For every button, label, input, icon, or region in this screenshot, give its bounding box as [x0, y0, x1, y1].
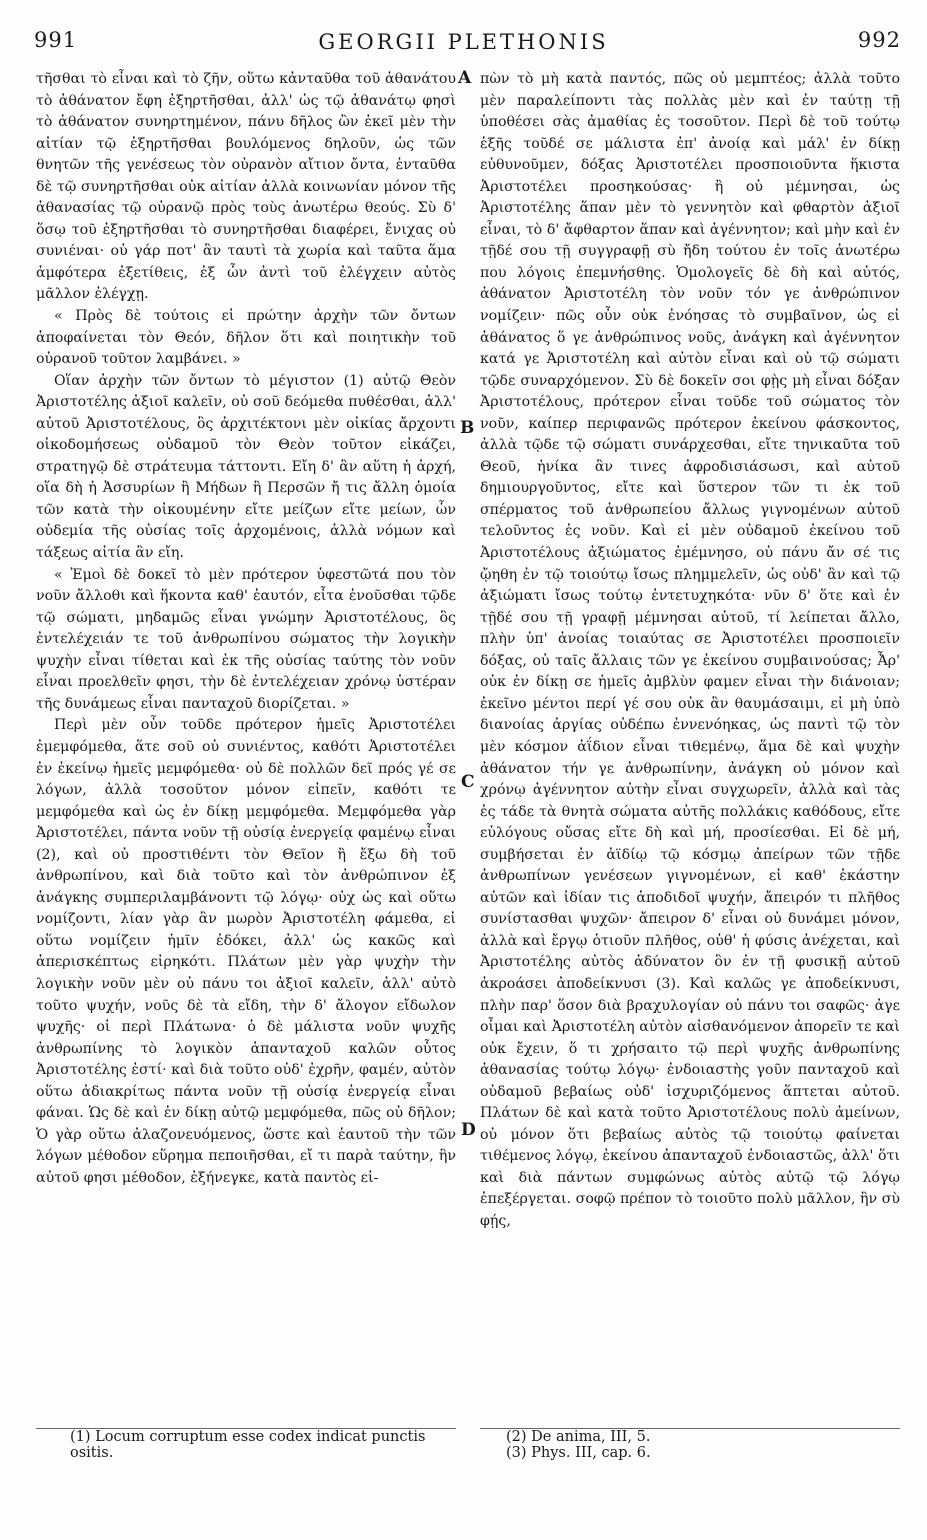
left-paragraph: « Ἐμοὶ δὲ δοκεῖ τὸ μὲν πρότερον ὑφεστῶτά που τὸν νοῦν ἄλλοθι καὶ ἥκοντα καθ' ἑαυτόν, εἶτα ἑνοῦσθαι τῷδε τῷ σώματι, μηδαμῶς εἶναι γνώμην Ἀριστοτέλους, ὃς ἐντελέχειάν τε τοῦ ἀνθρωπίνου σώματος τὴν λογικὴν ψυχὴν εἶναι τίθεται καὶ ἐκ τῆς οὐσίας ταύτης τὸν νοῦν εἶναι προελθεῖν φησι, τὴν δὲ ἐντελέχειαν χρόνῳ ὑστέραν τῆς δυνάμεως εἶναι πανταχοῦ διορίζεται. »: [36, 566, 456, 712]
left-paragraph: Οἵαν ἀρχὴν τῶν ὄντων τὸ μέγιστον (1) αὐτῷ Θεὸν Ἀριστοτέλης ἀξιοῖ καλεῖν, οὐ σοῦ δεόμεθα πυθέσθαι, ἀλλ' αὐτοῦ Ἀριστοτέλους, ὃς ἀρχιτέκτονι μὲν οἰκίας ἄρχοντι οἰκοδομήσεως οὐδαμοῦ τὸν Θεὸν τοῦτον εἰκάζει, στρατηγῷ δὲ στράτευμα τάττοντι. Εἴη δ' ἂν αὕτη ἡ ἀρχή, οἵα δὴ ἡ Ἀσσυρίων ἢ Μήδων ἢ Περσῶν ἤ τις ἄλλη ὁμοία τῶν κατὰ τὴν οἰκουμένην εἴτε μείζων εἴτε μείων, ὧν οὐδεμία τῆς οὐσίας τοῖς ἀρχομένοις, ἀλλὰ νόμων καὶ τάξεως αἰτία ἂν εἴη.: [36, 372, 456, 562]
right-paragraph: πὼν τὸ μὴ κατὰ παντός, πῶς οὐ μεμπτέος; ἀλλὰ τοῦτο μὲν παραλείποντι τὰς πολλὰς μὲν καὶ ἐν ταύτῃ τῇ ὑποθέσει σὰς ἀμαθίας ἐς τοσοῦτον. Περὶ δὲ τοῦ τούτῳ ἑξῆς τοῦδέ σε μάλιστα ἐπ' ἀνοίᾳ καὶ μάλ' ἐν δίκῃ εὐθυνοῦμεν, δόξας Ἀριστοτέλει προσποιοῦντα ἥκιστα Ἀριστοτέλει προσηκούσας· ἢ οὐ μέμνησαι, ὡς Ἀριστοτέλης ἅπαν μὲν τὸ γεννητὸν καὶ φθαρτὸν ἀξιοῖ εἶναι, τὸ δ' ἄφθαρτον ἅπαν καὶ ἀγέννητον; καὶ μὴν καὶ ἐν τῇδέ σου τῇ συγγραφῇ σὺ ἤδη τούτου ἐν τοῖς ἀνωτέρω που λόγοις ἐπεμνήσθης. Ὁμολογεῖς δὲ δὴ καὶ αὐτός, ἀθάνατον Ἀριστοτέλη τὸν νοῦν τόν γε ἀνθρώπινον νομίζειν· πῶς οὖν οὐκ ἐνόησας τὸ συμβαῖνον, ὡς εἰ ἀθάνατος ὅ γε ἀνθρώπινος νοῦς, ἀνάγκη καὶ ἀγέννητον κατά γε Ἀριστοτέλη καὶ αὐτὸν εἶναι καὶ οὐ τῷ σώματι τῷδε συναρχόμενον. Σὺ δὲ δοκεῖν σοι φῂς μὴ εἶναι δόξαν Ἀριστοτέλους, πρότερον εἶναι τοῦδε τοῦ σώματος τὸν νοῦν, καίπερ περιφανῶς πρότερον ἐκείνου φάσκοντος, ἀλλὰ τῷδε τῷ σώματι συνάρχεσθαι, εἴτε τηνικαῦτα τοῦ Θεοῦ, ἡνίκα ἂν τινες ἀφροδισιάσωσι, καὶ αὐτοῦ δημιουργοῦντος, εἴτε καὶ ὕστερον τῶν τι ἐκ τοῦ σπέρματος τοῦ ἀνθρωπείου ἄλλως γιγνομένων αὐτοῦ τελοῦντος ἐς νοῦν. Καὶ εἰ μὲν οὐδαμοῦ ἐκείνου τοῦ Ἀριστοτέλους ἀξιώματος ἐμέμνησο, οὐ πάνυ ἄν σέ τις ᾤηθη ἐν τῷ τοιούτῳ ἴσως πλημμελεῖν, ὡς οὐδ' ἂν καὶ τῷ ἀξιώματι ἴσως τούτῳ ἐντετυχηκότα· νῦν δ' ὅτε καὶ ἐν τῇδέ σου τῇ γραφῇ μέμνησαι αὐτοῦ, τί λείπεται ἄλλο, πλὴν ὑπ' ἀνοίας τοιαύτας σε Ἀριστοτέλει προσποιεῖν δόξας, οὐ ταῖς ἄλλαις τῶν γε ἐκείνου συμβαινούσας; Ἆρ' οὐκ ἐν δίκῃ σε ἡμεῖς ἀμβλὺν φαμεν εἶναι τὴν διάνοιαν; ἐκεῖνο μέντοι περί γέ σου οὐκ ἂν θαυμάσαιμι, εἰ μὴ ὑπὸ διανοίας ἀργίας οὐδέπω ἐννενόηκας, ὡς παντὶ τῷ τὸν μὲν κόσμον ἀΐδιον εἶναι τιθεμένῳ, ἅμα δὲ καὶ ψυχὴν ἀθάνατον τήν γε ἀνθρωπίνην, ἀνάγκη οὐ μόνον καὶ χρόνῳ ἀγέννητον αὐτὴν εἶναι συγχωρεῖν, ἀλλὰ καὶ τὰς ἐς τάδε τὰ θνητὰ σώματα αὐτῆς πολλάκις καθόδους, εἴτε εὐλόγους οὔσας εἴτε δὴ καὶ μή, προσίεσθαι. Εἰ δὲ μή, συμβήσεται ἐν ἀϊδίῳ τῷ κόσμῳ ἀπείρων τῶν τῇδε ἀνθρωπίνων γενέσεων γιγνομένων, εἰ καθ' ἑκάστην αὐτῶν καὶ ἰδίαν τις ἀποδιδοῖ ψυχήν, ἄπειρόν τι πλῆθος συνίστασθαι ψυχῶν· ἄπειρον δ' εἶναι οὐ δυνάμει μόνον, ἀλλὰ καὶ ἔργῳ ὁτιοῦν πλῆθος, οὐθ' ἡ φύσις ἀνέχεται, καὶ Ἀριστοτέλης αὐτὸς ἀδύνατον ὂν ἐν τῇ φυσικῇ αὐτοῦ ἀκροάσει ἀποδείκνυσι (3). Καὶ καλῶς γε ἀποδείκνυσι, πλὴν παρ' ὅσον διὰ βραχυλογίαν οὐ πάνυ τοι σαφῶς· ἀγε οἶμαι καὶ Ἀριστοτέλη αὐτὸν αἰσθανόμενον ἀπορεῖν τε καὶ οὐκ ἔχειν, ὅ τι χρήσαιτο τῷ περὶ ψυχῆς ἀνθρωπίνης ἀθανασίας τούτῳ λόγῳ· ἐνδοιαστὴς γοῦν πανταχοῦ καὶ οὐδαμοῦ βεβαίως οὐδ' ἰσχυριζόμενος ἅπτεται αὐτοῦ. Πλάτων δὲ καὶ κατὰ τοῦτο Ἀριστοτέλους πολὺ ἀμείνων, οὐ μόνον ὅτι βεβαίως αὐτὸς τῷ τοιούτῳ φαίνεται τιθέμενος λόγῳ, ἐκείνου ἁπανταχοῦ ἐνδοιαστῶς, ἀλλ' ὅτι καὶ διὰ πάντων συμφώνως αὐτὸς αὐτῷ τῷ λόγῳ ἐπεξέργεται. σοφῷ πρέπον τὸ τοιοῦτο πολὺ μᾶλλον, ἢν σὺ φῄς,: [480, 71, 900, 1229]
footnotes-right: [506, 1429, 886, 1461]
footnote-2: (2) De anima, III, 5.: [506, 1429, 651, 1445]
margin-letter-c: C: [461, 772, 475, 792]
left-column: [36, 69, 456, 1189]
left-paragraph: Περὶ μὲν οὖν τοῦδε πρότερον ἡμεῖς Ἀριστοτέλει ἐμεμφόμεθα, ἅτε σοῦ οὐ συνιέντος, καθότι Ἀριστοτέλει ἐν ἐκείνῳ ἡμεῖς μεμφόμεθα· οὐ δὲ πολλῶν δεῖ πρός γέ σε λόγων, ἀλλὰ τοσοῦτον μόνον εἰπεῖν, καθότι τε μεμφόμεθα καὶ ὡς ἐν δίκῃ μεμφόμεθα. Μεμφόμεθα γὰρ Ἀριστοτέλει, πάντα νοῦν τῇ οὐσίᾳ ἐνεργείᾳ φαμένῳ εἶναι (2), καὶ οὐ προστιθέντι τὸν Θεῖον ἢ ἔξω δὴ τοῦ ἀνθρωπίνου, καὶ διὰ τοῦτο καὶ τὸν ἀνθρώπινον ἐξ ἀνάγκης συμπεριλαμβάνοντι τῷ λόγῳ· οὐχ ὡς καὶ οὕτω νομίζοντι, λίαν γὰρ ἂν μωρὸν Ἀριστοτέλη φάμεθα, εἰ οὕτω νομίζειν ἡμῖν ἐδόκει, ἀλλ' ὡς κακῶς καὶ ἀπερισκέπτως εἰρηκότι. Πλάτων μὲν γὰρ ψυχὴν τὴν λογικὴν νοῦν μὲν οὐ πάνυ τοι ἀξιοῖ καλεῖν, ἀλλ' αὐτὸ τοῦτο ψυχήν, νοῦς δὲ τὰ εἴδη, τὴν δ' ἄλογον εἴδωλον ψυχῆς· οἱ περὶ Πλάτωνα· ὁ δὲ μάλιστα νοῦν ψυχῆς ἀνθρωπίνης τὸ λογικὸν ἁπανταχοῦ καλῶν οὗτος Ἀριστοτέλης ἐστί· καὶ διὰ τοῦτο οὐδ' ἐχρῆν, φαμέν, αὐτὸν οὕτω ἀδιακρίτως πάντα νοῦν τῇ οὐσίᾳ ἐνεργείᾳ εἶναι φάναι. Ὡς δὲ καὶ ἐν δίκῃ αὐτῷ μεμφόμεθα, πῶς οὐ δῆλον; Ὁ γὰρ οὕτω ἀλαζονευόμενος, ὥστε καὶ ἑαυτοῦ τὴν τῶν λόγων μέθοδον εὕρημα πεποιῆσθαι, εἴ τι παρὰ ταύτην, ἣν αὐτοῦ φησι μέθοδον, ἐξήνεγκε, κατὰ παντὸς εἰ-: [36, 717, 456, 1186]
left-paragraph: τῆσθαι τὸ εἶναι καὶ τὸ ζῆν, οὕτω κἀνταῦθα τοῦ ἀθανάτου τὸ ἀθάνατον ἔφη ἐξηρτῆσθαι, ἀλλ' ὡς τῷ ἀθανάτῳ φησὶ τὸ ἀθάνατον συνηρτημένον, πάνυ δῆλος ὢν ἐκεῖ μὲν τὴν αἰτίαν τῷ ἐξηρτῆσθαι βουλόμενος δηλοῦν, ὡς τῶν θνητῶν τῆς γενέσεως τὸν οὐρανὸν αἴτιον ὄντα, ἐνταῦθα δὲ τῷ συνηρτῆσθαι οὐκ αἰτίαν ἀλλὰ κοινωνίαν μόνον τῆς ἀθανασίας τῷ οὐρανῷ πρὸς τοὺς ἀνωτέρω θεούς. Σὺ δ' ὅσῳ τοῦ ἐξηρτῆσθαι τὸ συνηρτῆσθαι διαφέρει, ἔνιχας οὐ συνιέναι· οὐ γάρ ποτ' ἂν ταυτὶ τὰ χωρία καὶ ταῦτα ἅμα ἀμφότερα ἐξετίθεις, ἐξ ὧν ἀντὶ τοῦ ἐλέγχειν αὐτὸς μᾶλλον ἐλέγχῃ.: [36, 71, 456, 303]
page-number-right: 992: [857, 28, 901, 52]
footnote-1: (1) Locum corruptum esse codex indicat punctis: [70, 1429, 426, 1445]
left-paragraph: « Πρὸς δὲ τούτοις εἰ πρώτην ἀρχὴν τῶν ὄντων ἀποφαίνεται τὸν Θεόν, δῆλον ὅτι καὶ ποιητικὴν τοῦ οὐρανοῦ τοῦτον λαμβάνει. »: [36, 308, 456, 368]
margin-letter-a: A: [458, 68, 472, 88]
footnotes-left: [70, 1429, 470, 1461]
page-number-left: 991: [34, 28, 78, 52]
footnote-3: (3) Phys. III, cap. 6.: [506, 1445, 651, 1461]
footnote-1-cont: ositis.: [70, 1445, 114, 1461]
margin-letter-b: B: [460, 418, 475, 438]
running-head: GEORGII PLETHONIS: [318, 30, 609, 54]
right-column: [480, 69, 900, 1233]
margin-letter-d: D: [461, 1120, 476, 1140]
